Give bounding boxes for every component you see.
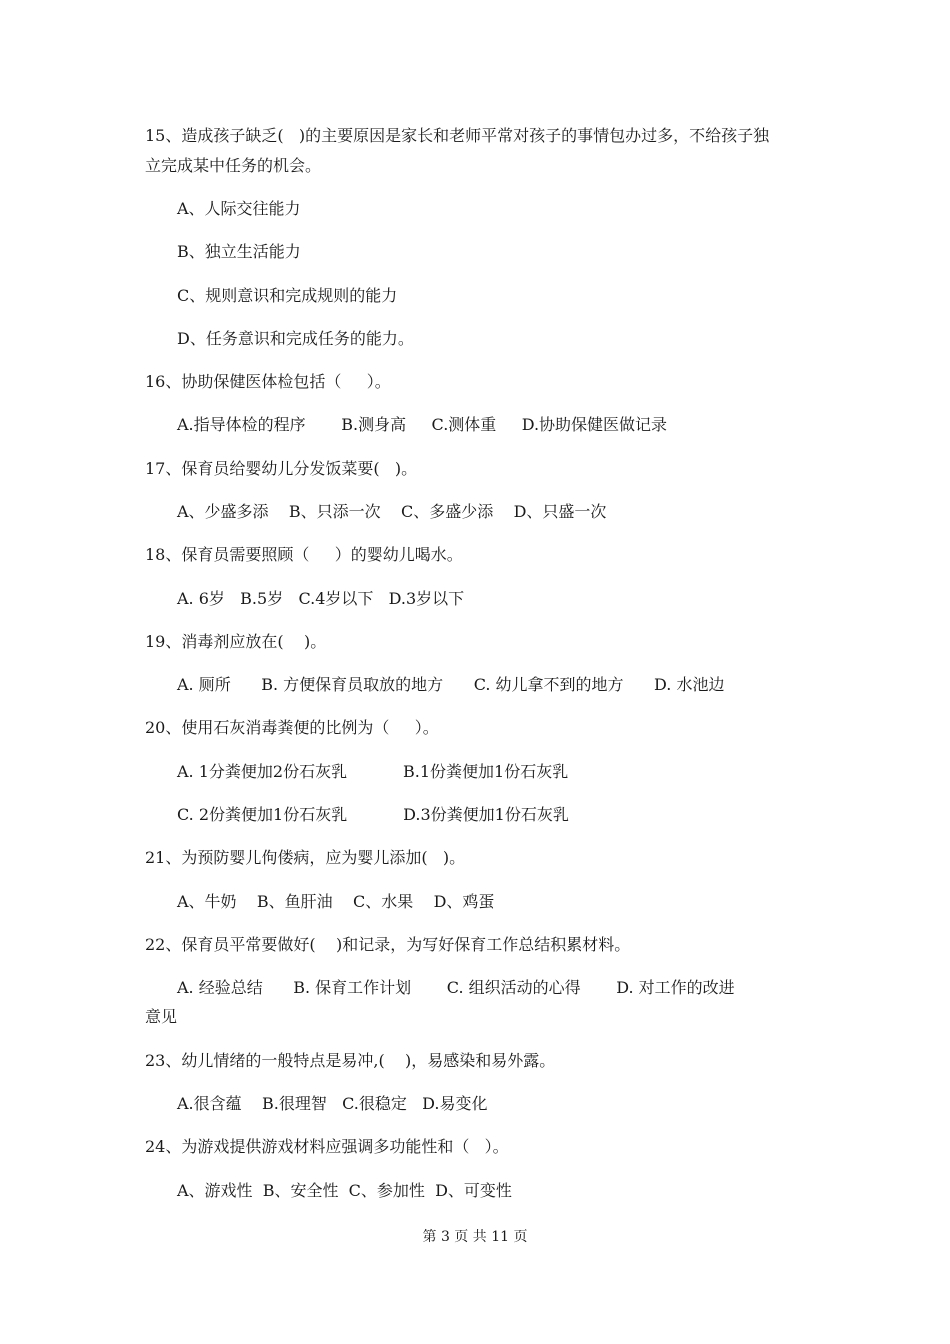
question-15-option-c: C、规则意识和完成规则的能力 bbox=[177, 286, 398, 305]
question-21-stem: 21、为预防婴儿佝偻病，应为婴儿添加( )。 bbox=[145, 848, 466, 867]
question-15-stem-line2: 立完成某中任务的机会。 bbox=[145, 156, 322, 175]
question-23-stem: 23、幼儿情绪的一般特点是易冲,( )，易感染和易外露。 bbox=[145, 1051, 556, 1070]
question-23-options: A.很含蕴 B.很理智 C.很稳定 D.易变化 bbox=[177, 1094, 488, 1113]
question-22-options-continuation: 意见 bbox=[145, 1007, 178, 1026]
question-20-stem: 20、使用石灰消毒粪便的比例为（ ）。 bbox=[145, 718, 439, 737]
question-21-options: A、牛奶 B、鱼肝油 C、水果 D、鸡蛋 bbox=[177, 892, 495, 911]
question-15-option-b: B、独立生活能力 bbox=[177, 242, 301, 261]
question-20-options-line1: A. 1分粪便加2份石灰乳 B.1份粪便加1份石灰乳 bbox=[177, 762, 569, 781]
question-16-options: A.指导体检的程序 B.测身高 C.测体重 D.协助保健医做记录 bbox=[177, 415, 668, 434]
question-24-stem: 24、为游戏提供游戏材料应强调多功能性和（ ）。 bbox=[145, 1137, 509, 1156]
question-22-stem: 22、保育员平常要做好( )和记录，为写好保育工作总结积累材料。 bbox=[145, 935, 631, 954]
question-15-option-d: D、任务意识和完成任务的能力。 bbox=[177, 329, 414, 348]
question-16-stem: 16、协助保健医体检包括（ ）。 bbox=[145, 372, 391, 391]
question-17-stem: 17、保育员给婴幼儿分发饭菜要( )。 bbox=[145, 459, 418, 478]
question-17-options: A、少盛多添 B、只添一次 C、多盛少添 D、只盛一次 bbox=[177, 502, 607, 521]
question-24-options: A、游戏性 B、安全性 C、参加性 D、可变性 bbox=[177, 1181, 512, 1200]
question-18-stem: 18、保育员需要照顾（ ）的婴幼儿喝水。 bbox=[145, 545, 463, 564]
question-19-stem: 19、消毒剂应放在( )。 bbox=[145, 632, 327, 651]
question-15-stem-line1: 15、造成孩子缺乏( )的主要原因是家长和老师平常对孩子的事情包办过多，不给孩子独 bbox=[145, 126, 770, 145]
question-20-options-line2: C. 2份粪便加1份石灰乳 D.3份粪便加1份石灰乳 bbox=[177, 805, 569, 824]
question-18-options: A. 6岁 B.5岁 C.4岁以下 D.3岁以下 bbox=[177, 589, 465, 608]
question-19-options: A. 厕所 B. 方便保育员取放的地方 C. 幼儿拿不到的地方 D. 水池边 bbox=[177, 675, 725, 694]
page-number-footer: 第 3 页 共 11 页 bbox=[422, 1229, 528, 1245]
question-15-option-a: A、人际交往能力 bbox=[177, 199, 301, 218]
question-22-options: A. 经验总结 B. 保育工作计划 C. 组织活动的心得 D. 对工作的改进 bbox=[177, 978, 735, 997]
